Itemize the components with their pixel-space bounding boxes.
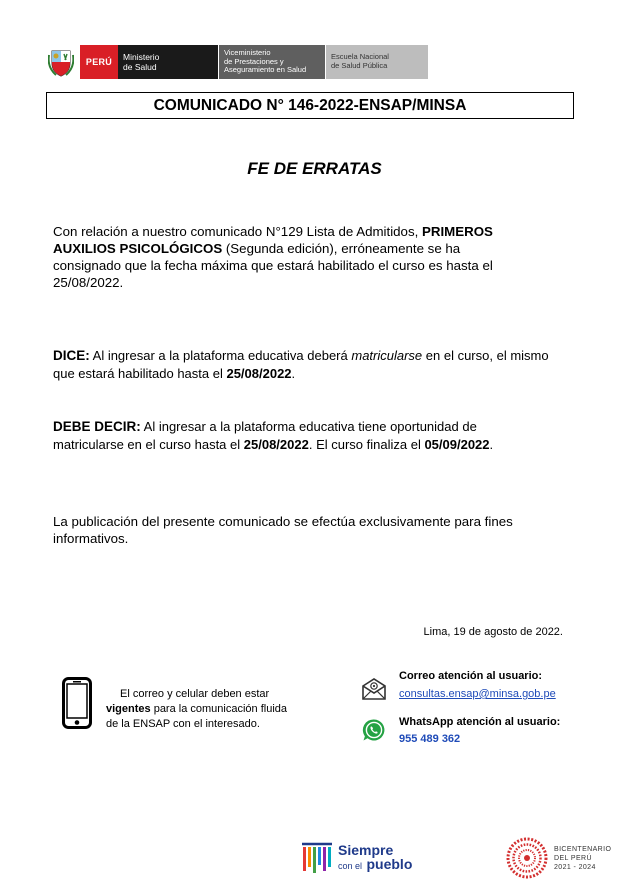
intro-line2 bbox=[53, 240, 567, 257]
del-peru-text: DEL PERÚ bbox=[554, 854, 592, 862]
publication-paragraph: La publicación del presente comunicado se efectúa exclusivamente para fines informativos. bbox=[53, 514, 513, 546]
dice-paragraph bbox=[53, 347, 573, 383]
ministerio-line1: Ministerio bbox=[123, 52, 160, 62]
document-title: COMUNICADO N° 146-2022-ENSAP/MINSA bbox=[46, 92, 574, 119]
intro-line4: 25/08/2022. bbox=[53, 275, 124, 290]
debe-decir-line1 bbox=[53, 418, 573, 436]
contact-notice bbox=[106, 687, 308, 732]
vice-line1: Viceministerio bbox=[224, 48, 271, 57]
peru-label: PERÚ bbox=[80, 45, 118, 79]
siempre-con-el-pueblo-logo bbox=[300, 838, 412, 878]
document-subtitle: FE DE ERRATAS bbox=[247, 159, 382, 178]
debe-decir-text: . El curso finaliza el bbox=[308, 437, 425, 452]
debe-decir-end: . bbox=[489, 437, 494, 452]
ministerio-label bbox=[118, 45, 218, 79]
bicentenario-logo bbox=[506, 836, 611, 880]
viceministerio-label bbox=[218, 45, 325, 79]
mail-icon bbox=[360, 677, 388, 701]
debe-decir-text: Al ingresar a la plataforma educativa tiene oportunidad de bbox=[140, 419, 477, 434]
dice-italic: matricularse bbox=[351, 348, 423, 363]
con-el-text: con el bbox=[338, 861, 363, 871]
debe-decir-date1: 25/08/2022 bbox=[243, 437, 309, 452]
bicentenario-text: BICENTENARIO bbox=[554, 845, 612, 853]
contact-text-line1: El correo y celular deben estar bbox=[120, 688, 270, 700]
dice-line1 bbox=[53, 347, 573, 365]
intro-text: Con relación a nuestro comunicado N°129 Lista de Admitidos, bbox=[53, 224, 422, 239]
intro-paragraph bbox=[53, 223, 567, 291]
whatsapp-icon bbox=[362, 718, 386, 742]
mail-title: Correo atención al usuario: bbox=[399, 670, 543, 682]
intro-line1 bbox=[53, 223, 567, 240]
dice-text: que estará habilitado hasta el bbox=[53, 366, 227, 381]
intro-text: (Segunda edición), erróneamente se ha bbox=[222, 241, 461, 256]
pueblo-text: pueblo bbox=[366, 856, 413, 872]
debe-decir-label: DEBE DECIR: bbox=[53, 419, 141, 434]
vice-line2: de Prestaciones y bbox=[224, 56, 284, 66]
intro-bold: PRIMEROS bbox=[421, 224, 493, 239]
escuela-line1: Escuela Nacional bbox=[331, 52, 389, 61]
dice-text: en el curso, el mismo bbox=[422, 348, 549, 363]
dice-text: Al ingresar a la plataforma educativa deberá bbox=[89, 348, 352, 363]
intro-line3: consignado que la fecha máxima que estará habilitado el curso es hasta el bbox=[53, 258, 493, 273]
contact-bold: vigentes bbox=[106, 703, 151, 715]
debe-decir-line2 bbox=[53, 436, 573, 454]
contact-text-line2 bbox=[106, 702, 308, 717]
header-logo-bar bbox=[46, 45, 428, 79]
bicentenario-years: 2021 - 2024 bbox=[554, 863, 596, 871]
dice-line2 bbox=[53, 365, 573, 383]
contact-text: para la comunicación fluida bbox=[150, 703, 287, 715]
siempre-bars-icon bbox=[300, 840, 334, 876]
phone-icon bbox=[62, 677, 92, 729]
bicentenario-seal-icon bbox=[506, 837, 548, 879]
whatsapp-number[interactable]: 955 489 362 bbox=[399, 733, 461, 745]
dice-end: . bbox=[291, 366, 296, 381]
ministerio-line2: de Salud bbox=[123, 62, 157, 72]
contact-text-line3: de la ENSAP con el interesado. bbox=[106, 718, 260, 730]
vice-line3: Aseguramiento en Salud bbox=[224, 65, 307, 74]
dice-date: 25/08/2022 bbox=[226, 366, 292, 381]
peru-crest-icon bbox=[46, 45, 76, 79]
whatsapp-title: WhatsApp atención al usuario: bbox=[399, 716, 561, 728]
dice-label: DICE: bbox=[53, 348, 90, 363]
escuela-line2: de Salud Pública bbox=[331, 60, 388, 70]
mail-link[interactable]: consultas.ensap@minsa.gob.pe bbox=[399, 688, 556, 700]
intro-bold-course: AUXILIOS PSICOLÓGICOS bbox=[53, 241, 223, 256]
siempre-text: Siempre bbox=[338, 842, 394, 858]
debe-decir-date2: 05/09/2022 bbox=[424, 437, 490, 452]
date-line: Lima, 19 de agosto de 2022. bbox=[423, 626, 563, 638]
debe-decir-text: matricularse en el curso hasta el bbox=[53, 437, 244, 452]
escuela-label bbox=[325, 45, 428, 79]
debe-decir-paragraph bbox=[53, 418, 573, 454]
